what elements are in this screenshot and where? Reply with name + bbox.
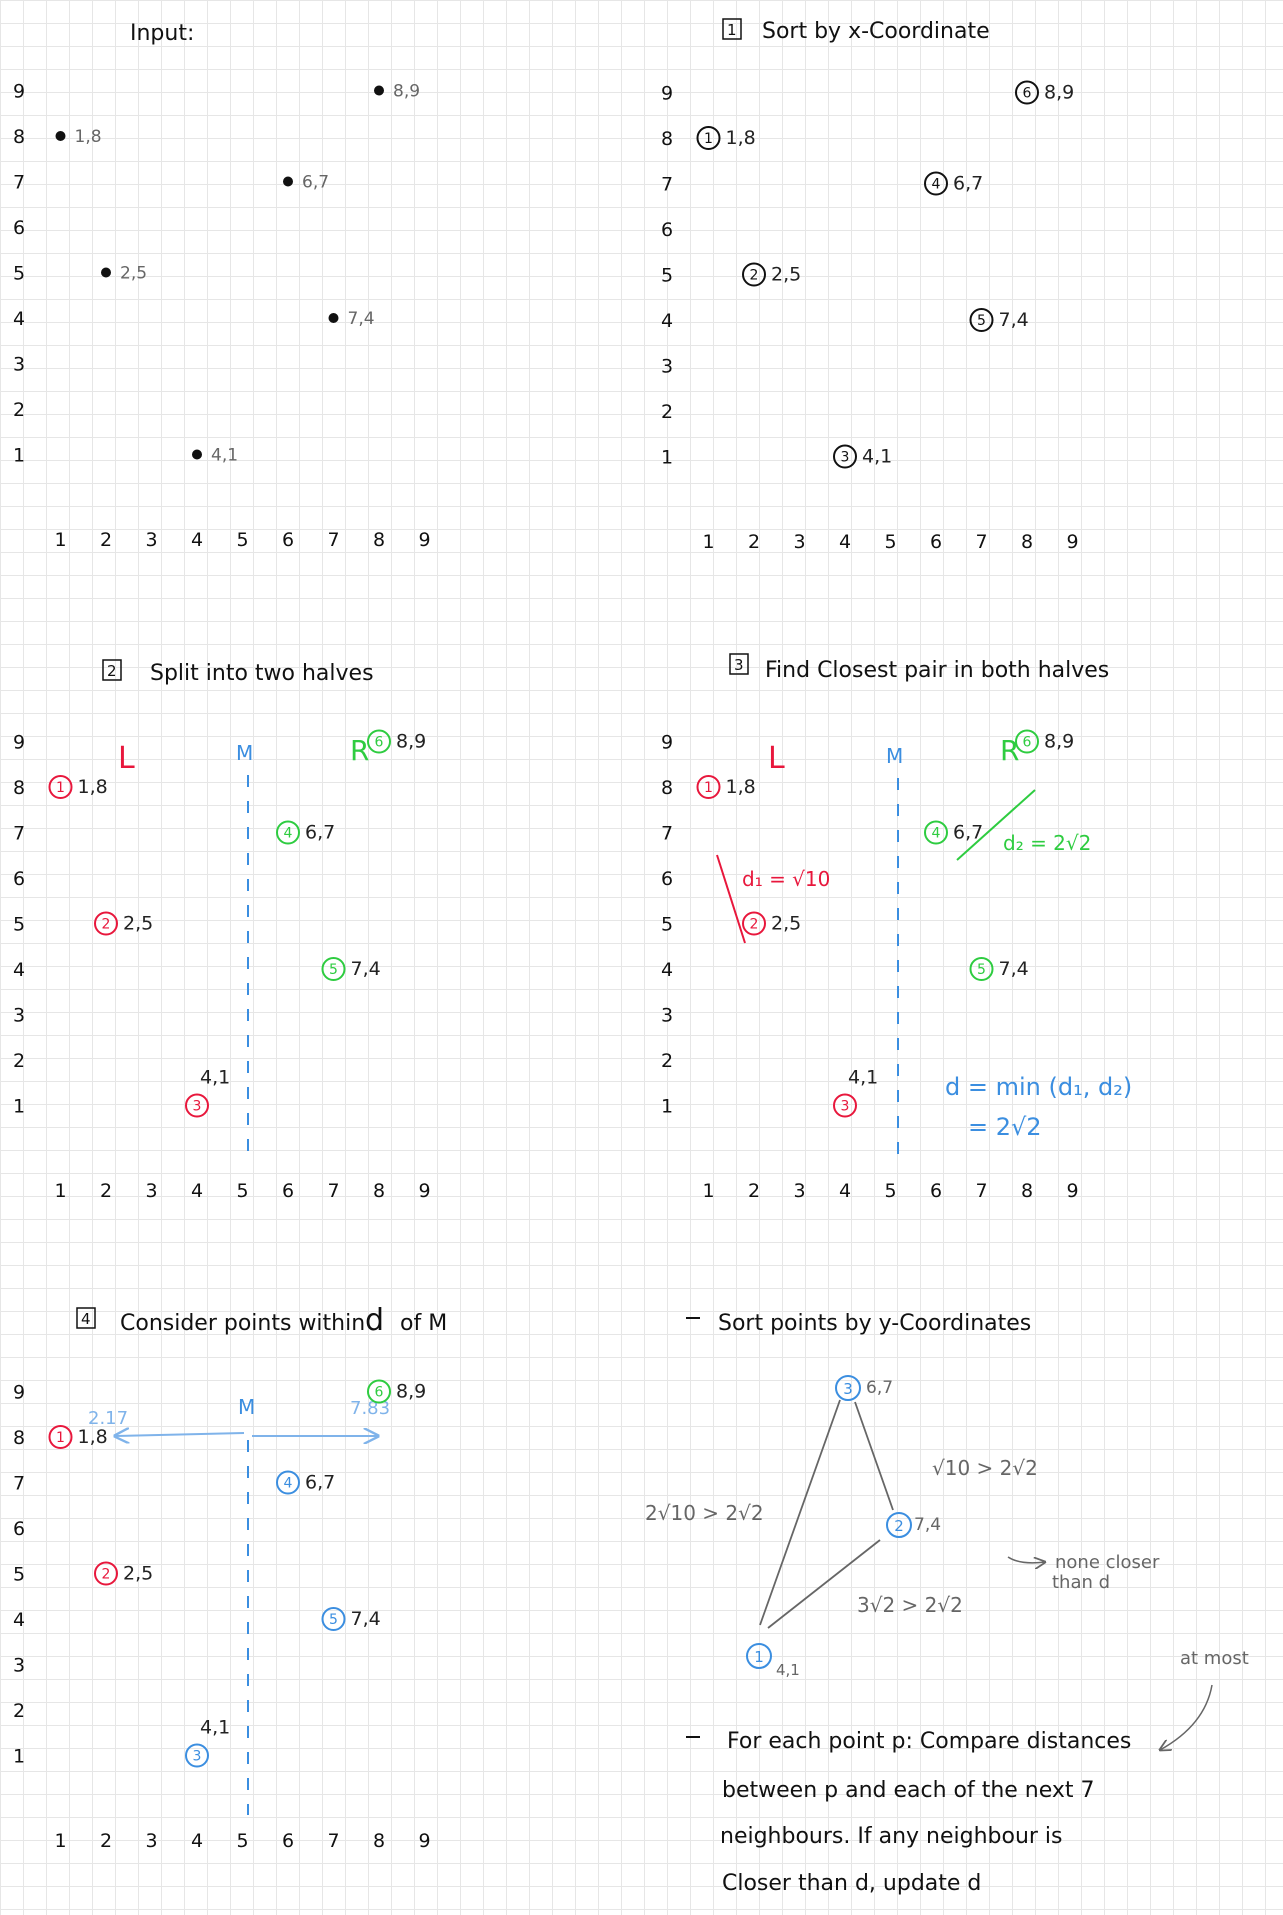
point-number: 3 xyxy=(840,1098,850,1115)
point-number: 1 xyxy=(704,780,713,796)
point-label: 8,9 xyxy=(1044,81,1075,104)
sort-points xyxy=(698,82,1075,468)
point-label: 6,7 xyxy=(305,821,336,844)
point-6-7 xyxy=(925,822,983,844)
y-tick-2: 2 xyxy=(13,1050,26,1072)
point-number: 6 xyxy=(374,1384,384,1401)
point-6-7 xyxy=(925,173,983,195)
point-label: 4,1 xyxy=(211,445,239,466)
point-label: 1,8 xyxy=(77,1426,108,1448)
point-2-5 xyxy=(95,913,153,935)
point-4-1 xyxy=(834,446,892,468)
point-8-9 xyxy=(374,82,420,102)
point-label: 6,7 xyxy=(305,1471,336,1494)
point-number: 1 xyxy=(56,780,65,796)
panel-closest-title: Find Closest pair in both halves xyxy=(765,658,1110,683)
x-tick-4: 4 xyxy=(190,1830,204,1852)
point-label: 2,5 xyxy=(771,263,802,286)
node-number: 2 xyxy=(894,1517,904,1535)
point-number: 1 xyxy=(704,131,713,147)
panel-within-title-a: Consider points within xyxy=(120,1311,366,1336)
y-tick-9: 9 xyxy=(13,80,26,103)
point-number: 2 xyxy=(749,267,759,284)
point-number: 5 xyxy=(977,962,986,978)
point-number: 3 xyxy=(192,1748,202,1765)
y-tick-5: 5 xyxy=(13,1563,26,1586)
x-tick-5: 5 xyxy=(236,529,249,551)
left-half-label: L xyxy=(768,741,785,776)
point-number: 2 xyxy=(101,916,111,933)
left-half-label: L xyxy=(118,741,135,776)
y-tick-7: 7 xyxy=(13,1472,26,1495)
point-label: 2,5 xyxy=(123,1562,154,1585)
node-label: 4,1 xyxy=(776,1661,800,1679)
right-half-label: R xyxy=(1000,734,1020,767)
point-label: 8,9 xyxy=(396,1380,427,1403)
x-tick-7: 7 xyxy=(327,529,340,551)
point-number: 6 xyxy=(1022,85,1032,102)
point-4-1 xyxy=(834,1067,878,1117)
y-tick-5: 5 xyxy=(13,262,26,285)
point-label: 1,8 xyxy=(74,127,102,147)
y-tick-4: 4 xyxy=(661,959,674,981)
y-tick-6: 6 xyxy=(13,1518,26,1540)
point-8-9 xyxy=(1016,82,1074,104)
y-tick-3: 3 xyxy=(13,1654,26,1677)
x-tick-8: 8 xyxy=(372,529,386,551)
x-tick-7: 7 xyxy=(975,531,988,553)
y-tick-2: 2 xyxy=(13,399,26,421)
y-tick-7: 7 xyxy=(13,822,26,845)
point-dot xyxy=(329,313,339,323)
y-tick-2: 2 xyxy=(661,1050,674,1072)
bullet2-line-2: between p and each of the next 7 xyxy=(722,1778,1095,1803)
point-1-8 xyxy=(50,776,108,798)
edge-label-bottom: 3√2 > 2√2 xyxy=(857,1593,963,1617)
point-6-7 xyxy=(277,1472,335,1494)
node-label: 6,7 xyxy=(866,1378,894,1398)
point-1-8 xyxy=(56,127,102,147)
point-label: 8,9 xyxy=(1044,730,1075,753)
point-number: 3 xyxy=(840,449,850,466)
point-dot xyxy=(56,131,66,141)
y-tick-8: 8 xyxy=(661,777,674,799)
point-label: 6,7 xyxy=(953,172,984,195)
point-label: 8,9 xyxy=(393,81,421,102)
point-label: 2,5 xyxy=(120,263,148,284)
x-tick-9: 9 xyxy=(418,1180,431,1202)
point-number: 4 xyxy=(931,176,941,193)
x-tick-3: 3 xyxy=(145,1180,158,1202)
x-tick-4: 4 xyxy=(838,1180,852,1202)
median-label: M xyxy=(236,741,254,765)
x-tick-4: 4 xyxy=(190,1180,204,1202)
point-label: 7,4 xyxy=(998,309,1029,331)
x-tick-5: 5 xyxy=(236,1180,249,1202)
y-tick-6: 6 xyxy=(13,217,26,239)
point-6-7 xyxy=(283,173,329,193)
point-label: 4,1 xyxy=(848,1066,879,1089)
point-label: 1,8 xyxy=(77,776,108,798)
point-number: 4 xyxy=(931,825,941,842)
graph-node-1 xyxy=(747,1644,800,1679)
y-tick-1: 1 xyxy=(13,1745,26,1768)
y-tick-3: 3 xyxy=(13,353,26,376)
panel-input xyxy=(13,21,431,551)
point-6-7 xyxy=(277,822,335,844)
y-tick-2: 2 xyxy=(661,401,674,423)
at-most-note: at most xyxy=(1180,1648,1249,1669)
point-1-8 xyxy=(698,127,756,149)
y-tick-2: 2 xyxy=(13,1700,26,1722)
x-tick-8: 8 xyxy=(1020,531,1034,553)
bullet2-line-4: Closer than d, update d xyxy=(722,1871,982,1896)
right-bound-label: 7.83 xyxy=(350,1398,391,1419)
point-7-4 xyxy=(971,958,1029,980)
panel-closest xyxy=(661,654,1132,1202)
point-label: 2,5 xyxy=(123,912,154,935)
x-tick-6: 6 xyxy=(281,1180,295,1202)
point-number: 2 xyxy=(101,1566,111,1583)
y-tick-6: 6 xyxy=(661,219,674,241)
point-2-5 xyxy=(743,913,801,935)
median-label: M xyxy=(886,744,904,768)
edge-3-2 xyxy=(855,1402,893,1510)
point-4-1 xyxy=(186,1067,230,1117)
point-number: 3 xyxy=(192,1098,202,1115)
x-tick-6: 6 xyxy=(929,531,943,553)
point-4-1 xyxy=(186,1717,230,1767)
node-number: 1 xyxy=(754,1648,764,1666)
point-number: 6 xyxy=(1022,734,1032,751)
x-tick-2: 2 xyxy=(747,1180,761,1202)
x-tick-2: 2 xyxy=(99,1830,113,1852)
step-number: 4 xyxy=(81,1310,91,1328)
y-tick-5: 5 xyxy=(661,264,674,287)
x-tick-4: 4 xyxy=(190,529,204,551)
none-closer-line2: than d xyxy=(1052,1572,1111,1593)
x-tick-3: 3 xyxy=(145,529,158,551)
panel-within xyxy=(13,1303,447,1852)
y-tick-8: 8 xyxy=(13,126,26,148)
split-points xyxy=(50,731,427,1117)
point-label: 7,4 xyxy=(350,958,381,980)
input-points xyxy=(56,82,421,466)
d1-segment xyxy=(717,855,745,943)
y-tick-5: 5 xyxy=(13,913,26,936)
x-tick-9: 9 xyxy=(418,1830,431,1852)
point-1-8 xyxy=(698,776,756,798)
d1-label: d₁ = √10 xyxy=(742,867,831,891)
point-label: 7,4 xyxy=(998,958,1029,980)
within-points xyxy=(50,1381,427,1767)
x-tick-1: 1 xyxy=(54,1830,67,1852)
x-tick-1: 1 xyxy=(54,529,67,551)
node-number: 3 xyxy=(843,1380,853,1398)
x-tick-6: 6 xyxy=(929,1180,943,1202)
point-7-4 xyxy=(323,958,381,980)
y-tick-6: 6 xyxy=(13,868,26,890)
point-number: 5 xyxy=(977,313,986,329)
x-tick-1: 1 xyxy=(702,531,715,553)
y-tick-8: 8 xyxy=(13,1427,26,1449)
point-7-4 xyxy=(329,309,375,329)
point-dot xyxy=(283,177,293,187)
point-label: 8,9 xyxy=(396,730,427,753)
point-label: 7,4 xyxy=(350,1608,381,1630)
right-half-label: R xyxy=(350,734,370,767)
x-tick-9: 9 xyxy=(418,529,431,551)
dmin-line1: d = min (d₁, d₂) xyxy=(945,1073,1133,1101)
y-tick-3: 3 xyxy=(13,1004,26,1027)
x-tick-8: 8 xyxy=(372,1180,386,1202)
point-number: 5 xyxy=(329,962,338,978)
x-tick-9: 9 xyxy=(1066,1180,1079,1202)
point-2-5 xyxy=(95,1563,153,1585)
point-label: 4,1 xyxy=(200,1716,231,1739)
point-label: 2,5 xyxy=(771,912,802,935)
edge-label-top-right: √10 > 2√2 xyxy=(932,1456,1038,1480)
closest-points xyxy=(698,731,1075,1117)
panel-split-title: Split into two halves xyxy=(150,661,374,686)
y-tick-3: 3 xyxy=(661,355,674,378)
none-closer-line1: none closer xyxy=(1055,1552,1160,1573)
y-tick-8: 8 xyxy=(13,777,26,799)
x-tick-1: 1 xyxy=(702,1180,715,1202)
point-1-8 xyxy=(50,1426,108,1448)
point-dot xyxy=(374,86,384,96)
point-8-9 xyxy=(368,1381,426,1403)
step-number: 2 xyxy=(107,662,117,680)
x-tick-2: 2 xyxy=(99,529,113,551)
bullet-sort-y: Sort points by y-Coordinates xyxy=(718,1311,1032,1336)
y-tick-9: 9 xyxy=(13,731,26,754)
y-tick-6: 6 xyxy=(661,868,674,890)
x-tick-5: 5 xyxy=(236,1830,249,1852)
y-tick-1: 1 xyxy=(13,444,26,467)
point-label: 6,7 xyxy=(953,821,984,844)
point-number: 1 xyxy=(56,1430,65,1446)
point-number: 4 xyxy=(283,1475,293,1492)
point-dot xyxy=(192,450,202,460)
y-tick-8: 8 xyxy=(661,128,674,150)
at-most-arrow xyxy=(1160,1685,1212,1750)
x-tick-6: 6 xyxy=(281,1830,295,1852)
y-tick-4: 4 xyxy=(13,959,26,981)
x-tick-6: 6 xyxy=(281,529,295,551)
y-tick-4: 4 xyxy=(661,310,674,332)
step-number: 1 xyxy=(727,21,737,39)
x-tick-5: 5 xyxy=(884,1180,897,1202)
point-7-4 xyxy=(323,1608,381,1630)
point-7-4 xyxy=(971,309,1029,331)
step-number: 3 xyxy=(734,656,744,674)
y-tick-9: 9 xyxy=(13,1381,26,1404)
y-tick-4: 4 xyxy=(13,1609,26,1631)
point-label: 7,4 xyxy=(347,309,375,329)
panel-within-title-b: of M xyxy=(400,1311,448,1336)
x-tick-9: 9 xyxy=(1066,531,1079,553)
point-number: 4 xyxy=(283,825,293,842)
point-2-5 xyxy=(101,264,147,284)
x-tick-3: 3 xyxy=(793,531,806,553)
y-tick-9: 9 xyxy=(661,731,674,754)
point-label: 1,8 xyxy=(725,776,756,798)
bullet2-line-1: For each point p: Compare distances xyxy=(727,1729,1132,1754)
point-8-9 xyxy=(1016,731,1074,753)
point-label: 4,1 xyxy=(200,1066,231,1089)
median-label: M xyxy=(238,1395,256,1419)
panel-input-title: Input: xyxy=(130,21,195,46)
y-tick-5: 5 xyxy=(661,913,674,936)
y-tick-1: 1 xyxy=(661,446,674,469)
point-label: 4,1 xyxy=(862,445,893,468)
x-tick-5: 5 xyxy=(884,531,897,553)
x-tick-2: 2 xyxy=(747,531,761,553)
y-tick-3: 3 xyxy=(661,1004,674,1027)
point-number: 2 xyxy=(749,916,759,933)
point-8-9 xyxy=(368,731,426,753)
x-tick-7: 7 xyxy=(327,1180,340,1202)
edge-3-1 xyxy=(760,1400,840,1625)
x-tick-3: 3 xyxy=(793,1180,806,1202)
graph-node-3 xyxy=(836,1376,893,1400)
none-closer-arrow xyxy=(1008,1557,1045,1563)
x-tick-8: 8 xyxy=(372,1830,386,1852)
y-tick-7: 7 xyxy=(661,822,674,845)
x-tick-7: 7 xyxy=(327,1830,340,1852)
edge-label-left: 2√10 > 2√2 xyxy=(645,1501,764,1525)
panel-within-title-d: d xyxy=(365,1303,385,1338)
point-4-1 xyxy=(192,446,238,466)
y-tick-4: 4 xyxy=(13,308,26,330)
panel-final xyxy=(645,1311,1249,1896)
bullet2-line-3: neighbours. If any neighbour is xyxy=(720,1824,1063,1849)
x-tick-1: 1 xyxy=(54,1180,67,1202)
graph-node-2 xyxy=(887,1513,941,1537)
panel-split xyxy=(13,660,431,1202)
x-tick-3: 3 xyxy=(145,1830,158,1852)
point-label: 1,8 xyxy=(725,127,756,149)
point-label: 6,7 xyxy=(302,172,330,193)
x-tick-8: 8 xyxy=(1020,1180,1034,1202)
y-tick-9: 9 xyxy=(661,82,674,105)
y-tick-7: 7 xyxy=(13,171,26,194)
x-tick-2: 2 xyxy=(99,1180,113,1202)
point-number: 5 xyxy=(329,1612,338,1628)
left-bound-label: 2.17 xyxy=(88,1408,129,1429)
y-tick-1: 1 xyxy=(13,1095,26,1118)
left-bound-arrow xyxy=(115,1433,244,1436)
x-tick-4: 4 xyxy=(838,531,852,553)
point-dot xyxy=(101,268,111,278)
dmin-line2: = 2√2 xyxy=(968,1113,1042,1141)
d2-label: d₂ = 2√2 xyxy=(1003,831,1092,855)
point-2-5 xyxy=(743,264,801,286)
y-tick-1: 1 xyxy=(661,1095,674,1118)
point-number: 6 xyxy=(374,734,384,751)
panel-sort-title: Sort by x-Coordinate xyxy=(762,19,990,44)
panel-sort xyxy=(661,19,1079,553)
x-tick-7: 7 xyxy=(975,1180,988,1202)
y-tick-7: 7 xyxy=(661,173,674,196)
node-label: 7,4 xyxy=(914,1515,942,1535)
